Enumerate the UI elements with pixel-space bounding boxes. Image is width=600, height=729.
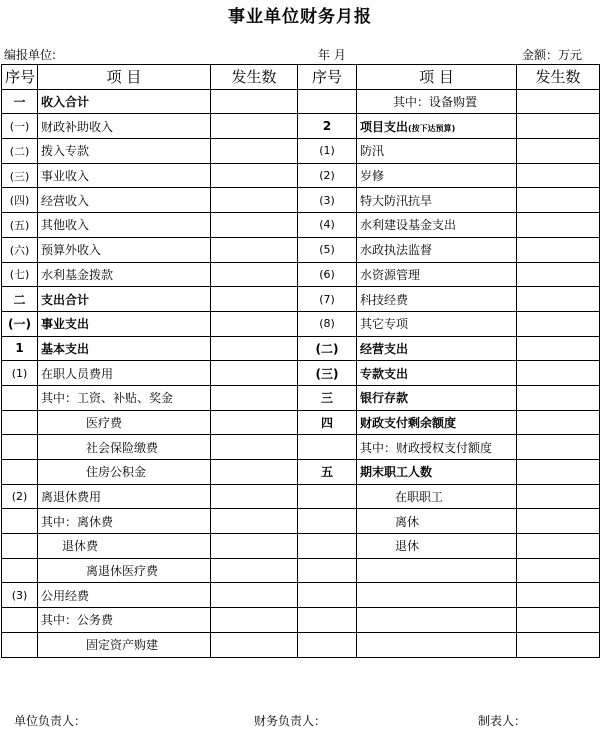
report-period-label: 年 月 <box>318 48 346 62</box>
table-row <box>2 287 600 312</box>
left-amount-cell[interactable] <box>211 509 298 534</box>
left-seq: (3) <box>2 583 38 608</box>
reporting-unit-label: 编报单位: <box>4 48 57 62</box>
left-seq: 二 <box>2 287 38 312</box>
right-seq <box>298 484 357 509</box>
right-seq: (3) <box>298 188 357 213</box>
right-amount-cell[interactable] <box>517 237 600 262</box>
table-row <box>2 385 600 410</box>
left-item: 其他收入 <box>38 213 211 238</box>
right-amount-cell[interactable] <box>517 114 600 139</box>
left-amount-cell[interactable] <box>211 237 298 262</box>
left-amount-cell[interactable] <box>211 385 298 410</box>
right-seq: (6) <box>298 262 357 287</box>
left-seq: (一) <box>2 311 38 336</box>
left-amount-cell[interactable] <box>211 558 298 583</box>
left-item: 拨入专款 <box>38 139 211 164</box>
right-amount-cell[interactable] <box>517 361 600 386</box>
right-item: 其它专项 <box>357 311 517 336</box>
left-item: 其中：工资、补贴、奖金 <box>38 385 211 410</box>
left-item: 其中：离休费 <box>38 509 211 534</box>
right-item: 其中：财政授权支付额度 <box>357 435 517 460</box>
right-amount-cell[interactable] <box>517 583 600 608</box>
right-seq <box>298 435 357 460</box>
table-row <box>2 460 600 485</box>
left-item: 在职人员费用 <box>38 361 211 386</box>
left-amount-cell[interactable] <box>211 534 298 559</box>
left-item: 收入合计 <box>38 89 211 114</box>
left-item: 住房公积金 <box>38 460 211 485</box>
right-item <box>357 114 517 139</box>
table-row <box>2 410 600 435</box>
right-item: 水政执法监督 <box>357 237 517 262</box>
left-item: 退休费 <box>38 534 211 559</box>
table-row <box>2 509 600 534</box>
right-amount-cell[interactable] <box>517 163 600 188</box>
table-row <box>2 632 600 657</box>
report-title: 事业单位财务月报 <box>228 7 372 27</box>
right-item: 水资源管理 <box>357 262 517 287</box>
table-row <box>2 237 600 262</box>
table-row <box>2 311 600 336</box>
header-item-left: 项 目 <box>38 65 211 90</box>
table-row <box>2 435 600 460</box>
left-seq: (六) <box>2 237 38 262</box>
table-row <box>2 558 600 583</box>
right-amount-cell[interactable] <box>517 262 600 287</box>
left-seq <box>2 534 38 559</box>
right-item: 银行存款 <box>357 385 517 410</box>
header-seq-left: 序号 <box>2 65 38 90</box>
right-amount-cell[interactable] <box>517 410 600 435</box>
right-amount-cell[interactable] <box>517 608 600 633</box>
left-amount-cell[interactable] <box>211 435 298 460</box>
right-seq: (7) <box>298 287 357 312</box>
header-amount-right: 发生数 <box>517 65 600 90</box>
right-item: 财政支付剩余额度 <box>357 410 517 435</box>
right-amount-cell[interactable] <box>517 311 600 336</box>
right-seq <box>298 509 357 534</box>
right-amount-cell[interactable] <box>517 213 600 238</box>
left-seq: 1 <box>2 336 38 361</box>
right-seq <box>298 534 357 559</box>
left-seq <box>2 385 38 410</box>
table-row <box>2 213 600 238</box>
right-amount-cell[interactable] <box>517 385 600 410</box>
right-seq <box>298 583 357 608</box>
left-amount-cell[interactable] <box>211 114 298 139</box>
right-amount-cell[interactable] <box>517 139 600 164</box>
right-item <box>357 632 517 657</box>
right-item: 在职职工 <box>357 484 517 509</box>
right-seq: (5) <box>298 237 357 262</box>
left-item: 医疗费 <box>38 410 211 435</box>
table-row <box>2 608 600 633</box>
left-seq: (二) <box>2 139 38 164</box>
right-amount-cell[interactable] <box>517 287 600 312</box>
right-item: 其中：设备购置 <box>357 89 517 114</box>
right-amount-cell[interactable] <box>517 89 600 114</box>
left-item: 其中：公务费 <box>38 608 211 633</box>
left-amount-cell[interactable] <box>211 361 298 386</box>
left-item: 离退休医疗费 <box>38 558 211 583</box>
left-amount-cell[interactable] <box>211 336 298 361</box>
left-amount-cell[interactable] <box>211 163 298 188</box>
right-amount-cell[interactable] <box>517 534 600 559</box>
left-seq: (三) <box>2 163 38 188</box>
left-seq <box>2 608 38 633</box>
right-seq: (三) <box>298 361 357 386</box>
left-amount-cell[interactable] <box>211 460 298 485</box>
right-seq <box>298 632 357 657</box>
table-row <box>2 583 600 608</box>
right-amount-cell[interactable] <box>517 460 600 485</box>
finance-head-signature-label: 财务负责人： <box>254 714 327 728</box>
right-item: 科技经费 <box>357 287 517 312</box>
left-item: 水利基金拨款 <box>38 262 211 287</box>
right-seq <box>298 608 357 633</box>
left-amount-cell[interactable] <box>211 583 298 608</box>
right-item: 离休 <box>357 509 517 534</box>
right-seq: (2) <box>298 163 357 188</box>
right-seq: (8) <box>298 311 357 336</box>
right-amount-cell[interactable] <box>517 435 600 460</box>
right-seq: 五 <box>298 460 357 485</box>
table-row <box>2 163 600 188</box>
right-amount-cell[interactable] <box>517 484 600 509</box>
left-amount-cell[interactable] <box>211 262 298 287</box>
left-amount-cell[interactable] <box>211 311 298 336</box>
left-seq <box>2 509 38 534</box>
unit-head-signature-label: 单位负责人： <box>14 714 87 728</box>
left-item: 经营收入 <box>38 188 211 213</box>
preparer-signature-label: 制表人： <box>478 714 527 728</box>
right-item <box>357 608 517 633</box>
right-seq: (二) <box>298 336 357 361</box>
left-seq: (七) <box>2 262 38 287</box>
right-seq <box>298 558 357 583</box>
right-item: 防汛 <box>357 139 517 164</box>
left-amount-cell[interactable] <box>211 89 298 114</box>
right-seq: 三 <box>298 385 357 410</box>
right-item: 特大防汛抗旱 <box>357 188 517 213</box>
table-row <box>2 336 600 361</box>
right-amount-cell[interactable] <box>517 336 600 361</box>
right-amount-cell[interactable] <box>517 632 600 657</box>
right-item: 水利建设基金支出 <box>357 213 517 238</box>
header-item-right: 项 目 <box>357 65 517 90</box>
right-seq: (4) <box>298 213 357 238</box>
right-amount-cell[interactable] <box>517 558 600 583</box>
left-amount-cell[interactable] <box>211 410 298 435</box>
left-seq <box>2 632 38 657</box>
left-item: 支出合计 <box>38 287 211 312</box>
left-seq: (一) <box>2 114 38 139</box>
left-seq: (1) <box>2 361 38 386</box>
right-item <box>357 558 517 583</box>
left-seq <box>2 460 38 485</box>
left-amount-cell[interactable] <box>211 287 298 312</box>
table-row <box>2 188 600 213</box>
left-amount-cell[interactable] <box>211 484 298 509</box>
header-seq-right: 序号 <box>298 65 357 90</box>
left-seq: (四) <box>2 188 38 213</box>
right-seq: 2 <box>298 114 357 139</box>
right-seq <box>298 89 357 114</box>
left-amount-cell[interactable] <box>211 608 298 633</box>
right-seq: (1) <box>298 139 357 164</box>
right-item-label: 项目支出 <box>360 119 409 134</box>
left-item: 事业支出 <box>38 311 211 336</box>
amount-unit-label: 金额：万元 <box>522 48 583 62</box>
table-row <box>2 114 600 139</box>
table-row <box>2 89 600 114</box>
left-seq <box>2 558 38 583</box>
right-amount-cell[interactable] <box>517 509 600 534</box>
right-item: 经营支出 <box>357 336 517 361</box>
left-seq: 一 <box>2 89 38 114</box>
left-item: 公用经费 <box>38 583 211 608</box>
left-seq <box>2 410 38 435</box>
financial-report-table <box>1 64 600 658</box>
left-seq: (五) <box>2 213 38 238</box>
left-seq <box>2 435 38 460</box>
left-item: 基本支出 <box>38 336 211 361</box>
right-item <box>357 583 517 608</box>
left-amount-cell[interactable] <box>211 632 298 657</box>
table-row <box>2 262 600 287</box>
right-item: 岁修 <box>357 163 517 188</box>
right-item: 期末职工人数 <box>357 460 517 485</box>
left-amount-cell[interactable] <box>211 213 298 238</box>
table-row <box>2 139 600 164</box>
right-seq: 四 <box>298 410 357 435</box>
header-amount-left: 发生数 <box>211 65 298 90</box>
right-item: 退休 <box>357 534 517 559</box>
right-item: 专款支出 <box>357 361 517 386</box>
right-item-note: (按下达预算) <box>408 123 456 133</box>
table-row <box>2 534 600 559</box>
left-item: 事业收入 <box>38 163 211 188</box>
right-amount-cell[interactable] <box>517 188 600 213</box>
left-amount-cell[interactable] <box>211 139 298 164</box>
left-item: 财政补助收入 <box>38 114 211 139</box>
left-item: 离退休费用 <box>38 484 211 509</box>
table-row <box>2 361 600 386</box>
left-item: 固定资产购建 <box>38 632 211 657</box>
left-seq: (2) <box>2 484 38 509</box>
header-row <box>2 65 600 90</box>
left-item: 预算外收入 <box>38 237 211 262</box>
table-row <box>2 484 600 509</box>
left-amount-cell[interactable] <box>211 188 298 213</box>
left-item: 社会保险缴费 <box>38 435 211 460</box>
